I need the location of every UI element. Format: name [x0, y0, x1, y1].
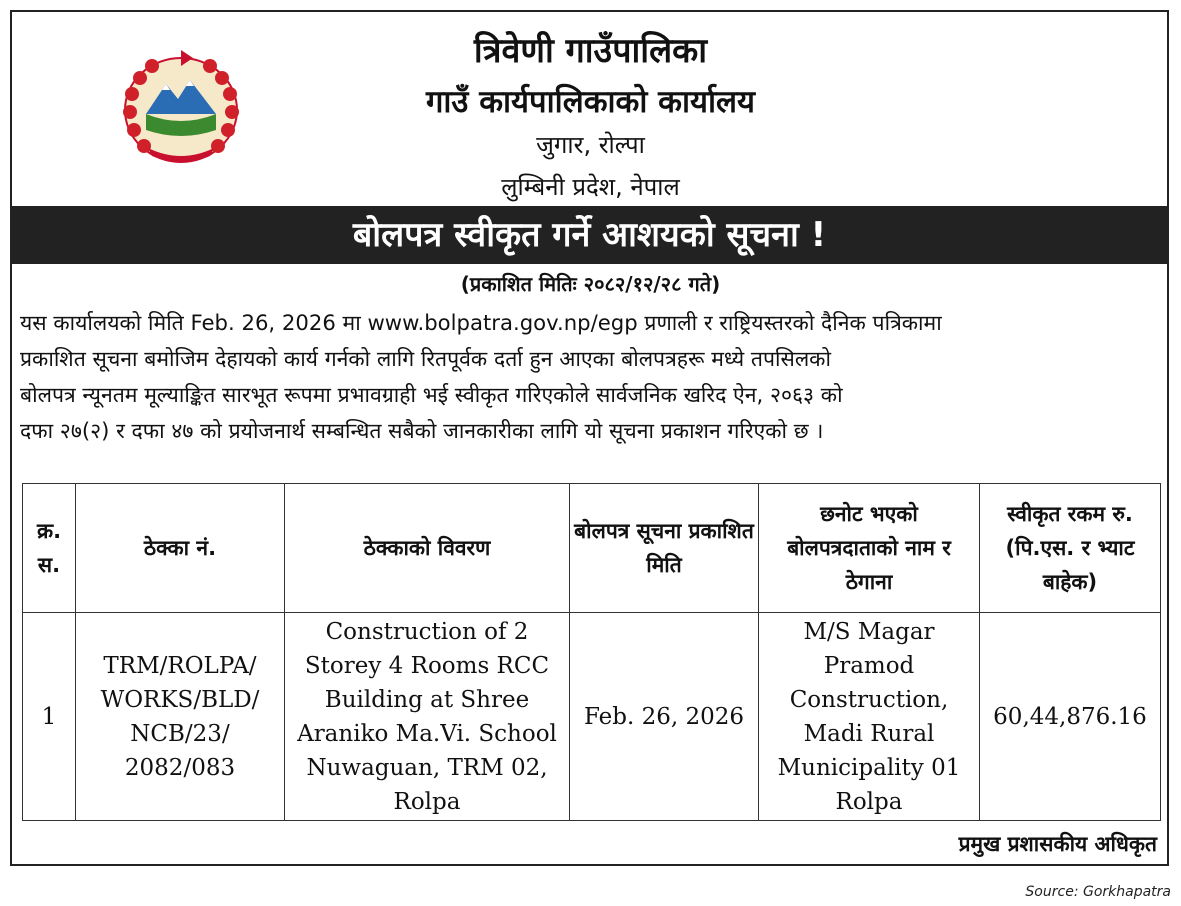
col-header-sn: क्र. स.: [23, 484, 76, 613]
signer: प्रमुख प्रशासकीय अधिकृत: [958, 832, 1157, 856]
office-province: लुम्बिनी प्रदेश, नेपाल: [501, 173, 680, 201]
notice-body: [20, 305, 1160, 449]
cell-bidder: M/S Magar Pramod Construction, Madi Rural Municipality 01 Rolpa: [759, 613, 980, 821]
cell-contract-no: TRM/ROLPA/ WORKS/BLD/ NCB/23/ 2082/083: [76, 613, 285, 821]
source-credit: Source: Gorkhapatra: [1025, 884, 1171, 900]
col-header-description: ठेक्काको विवरण: [285, 484, 570, 613]
cell-description: Construction of 2 Storey 4 Rooms RCC Building at Shree Araniko Ma.Vi. School Nuwaguan, TRM 02, Rolpa: [285, 613, 570, 821]
notice-body-line: प्रकाशित सूचना बमोजिम देहायको कार्य गर्नको लागि रितपूर्वक दर्ता हुन आएका बोलपत्रहरू मध्ये तपसिलको: [20, 346, 831, 371]
cell-amount: 60,44,876.16: [980, 613, 1161, 821]
notice-title: बोलपत्र स्वीकृत गर्ने आशयको सूचना !: [12, 206, 1167, 264]
col-header-contract-no: ठेक्का नं.: [76, 484, 285, 613]
published-date: (प्रकाशित मितिः २०८२/१२/२८ गते): [460, 272, 721, 296]
col-header-notice-date: बोलपत्र सूचना प्रकाशित मिति: [570, 484, 759, 613]
cell-sn: 1: [23, 613, 76, 821]
office-location: जुगार, रोल्पा: [536, 131, 645, 159]
col-header-amount: स्वीकृत रकम रु. (पि.एस. र भ्याट बाहेक): [980, 484, 1161, 613]
contract-table: [22, 483, 1161, 821]
cell-notice-date: Feb. 26, 2026: [570, 613, 759, 821]
office-name: त्रिवेणी गाउँपालिका: [473, 31, 708, 71]
notice-body-line: बोलपत्र न्यूनतम मूल्याङ्कित सारभूत रूपमा प्रभावग्राही भई स्वीकृत गरिएकोले सार्वजनिक खरिद ऐन, २०६३ को: [20, 382, 843, 407]
table-row: [23, 613, 1161, 821]
table-header-row: [23, 484, 1161, 613]
col-header-bidder: छनोट भएको बोलपत्रदाताको नाम र ठेगाना: [759, 484, 980, 613]
notice-body-line: यस कार्यालयको मिति Feb. 26, 2026 मा www.bolpatra.gov.np/egp प्रणाली र राष्ट्रियस्तरको दैनिक पत्रिकामा: [20, 310, 942, 335]
notice-body-line: दफा २७(२) र दफा ४७ को प्रयोजनार्थ सम्बन्धित सबैको जानकारीका लागि यो सूचना प्रकाशन गरिएको छ ।: [20, 418, 824, 443]
office-subtitle: गाउँ कार्यपालिकाको कार्यालय: [425, 84, 756, 120]
